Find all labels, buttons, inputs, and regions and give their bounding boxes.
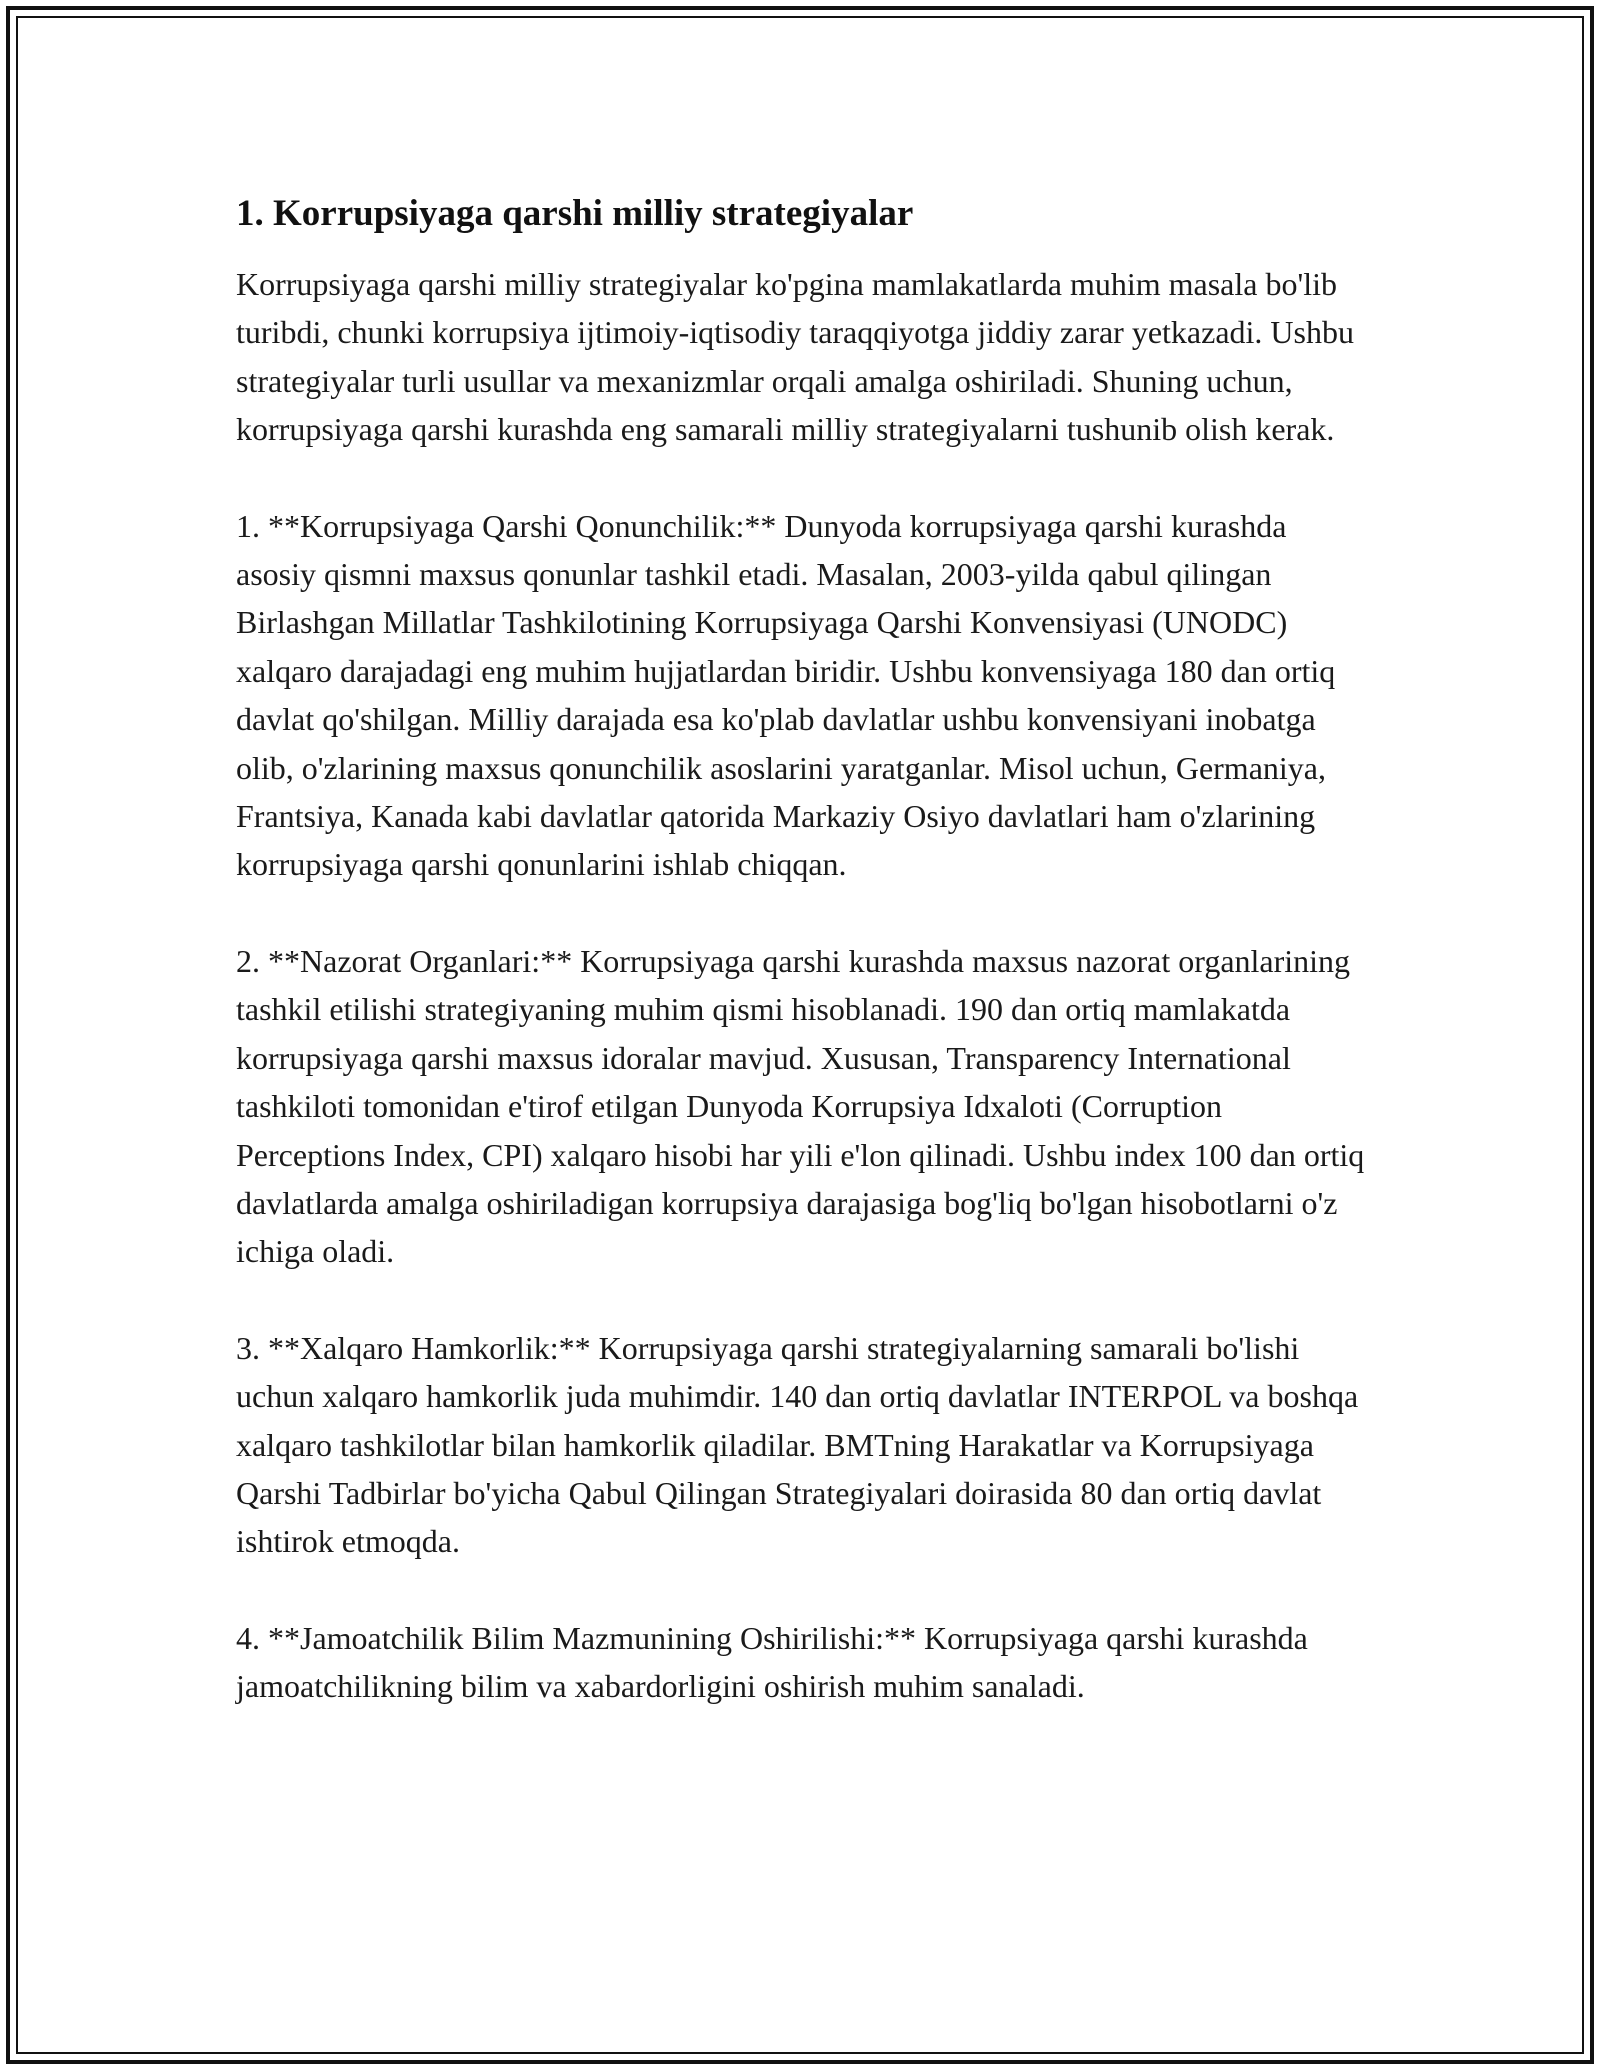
document-body	[236, 190, 1366, 1759]
section-heading: 1. Korrupsiyaga qarshi milliy strategiyalar	[236, 193, 914, 234]
intro-paragraph: Korrupsiyaga qarshi milliy strategiyalar ko'pgina mamlakatlarda muhim masala bo'lib turibdi, chunki korrupsiya ijtimoiy-iqtisodiy taraqqiyotga jiddiy zarar yetkazadi. Ushbu strategiyalar turli usullar va mexanizmlar orqali amalga oshiriladi. Shuning uchun, korrupsiyaga qarshi kurashda eng samarali milliy strategiyalarni tushunib olish kerak.	[236, 266, 1354, 448]
paragraph-international-cooperation: 3. **Xalqaro Hamkorlik:** Korrupsiyaga qarshi strategiyalarning samarali bo'lishi uchun xalqaro hamkorlik juda muhimdir. 140 dan ortiq davlatlar INTERPOL va boshqa xalqaro tashkilotlar bilan hamkorlik qiladilar. BMTning Harakatlar va Korrupsiyaga Qarshi Tadbirlar bo'yicha Qabul Qilingan Strategiyalari doirasida 80 dan ortiq davlat ishtirok etmoqda.	[236, 1329, 1359, 1560]
paragraph-public-awareness: 4. **Jamoatchilik Bilim Mazmunining Oshirilishi:** Korrupsiyaga qarshi kurashda jamoatchilikning bilim va xabardorligini oshirish muhim sanaladi.	[236, 1619, 1308, 1705]
paragraph-legislation: 1. **Korrupsiyaga Qarshi Qonunchilik:** Dunyoda korrupsiyaga qarshi kurashda asosiy qismni maxsus qonunlar tashkil etadi. Masalan, 2003-yilda qabul qilingan Birlashgan Millatlar Tashkilotining Korrupsiyaga Qarshi Konvensiyasi (UNODC) xalqaro darajadagi eng muhim hujjatlardan biridir. Ushbu konvensiyaga 180 dan ortiq davlat qo'shilgan. Milliy darajada esa ko'plab davlatlar ushbu konvensiyani inobatga olib, o'zlarining maxsus qonunchilik asoslarini yaratganlar. Misol uchun, Germaniya, Frantsiya, Kanada kabi davlatlar qatorida Markaziy Osiyo davlatlari ham o'zlarining korrupsiyaga qarshi qonunlarini ishlab chiqqan.	[236, 507, 1336, 883]
paragraph-oversight-bodies: 2. **Nazorat Organlari:** Korrupsiyaga qarshi kurashda maxsus nazorat organlarining tashkil etilishi strategiyaning muhim qismi hisoblanadi. 190 dan ortiq mamlakatda korrupsiyaga qarshi maxsus idoralar mavjud. Xususan, Transparency International tashkiloti tomonidan e'tirof etilgan Dunyoda Korrupsiya Idxaloti (Corruption Perceptions Index, CPI) xalqaro hisobi har yili e'lon qilinadi. Ushbu index 100 dan ortiq davlatlarda amalga oshiriladigan korrupsiya darajasiga bog'liq bo'lgan hisobotlarni o'z ichiga oladi.	[236, 942, 1365, 1270]
